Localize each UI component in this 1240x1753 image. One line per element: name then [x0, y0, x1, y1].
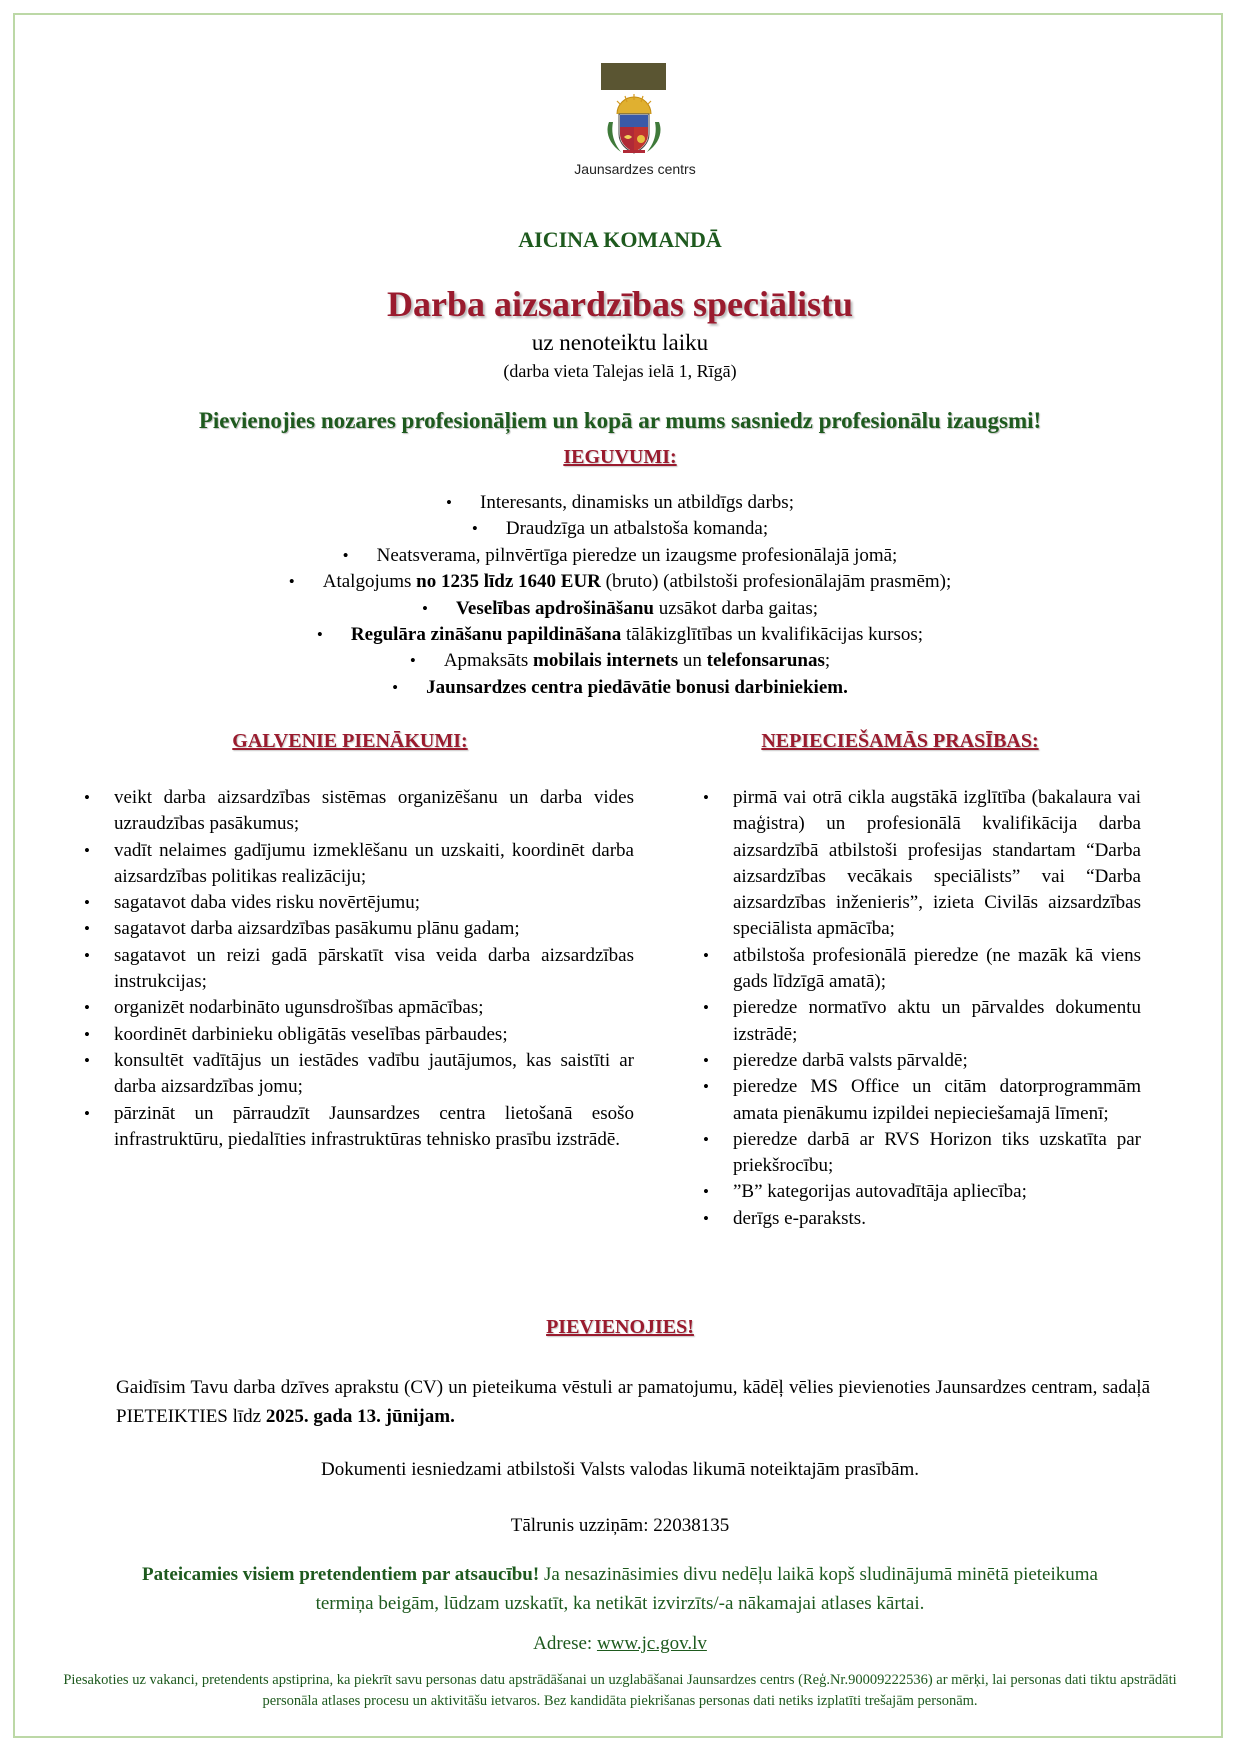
cv-instructions: Gaidīsim Tavu darba dzīves aprakstu (CV) un pieteikuma vēstuli ar pamatojumu, kādēļ vēlies pievienoties Jaunsardzes centram, sadaļā PIETEIKTIES līdz 2025. gada 13. jūnijam.	[116, 1377, 1150, 1427]
join-heading: PIEVIENOJIES!	[546, 1316, 694, 1338]
address-line: Adrese: www.jc.gov.lv	[533, 1633, 707, 1654]
employment-term: uz nenoteiktu laiku	[531, 330, 709, 355]
privacy-note: Piesakoties uz vakanci, pretendents apstiprina, ka piekrīt savu personas datu apstrādāšanai un uzglabāšanai Jaunsardzes centrs (Reģ.Nr.90009222536) ar mērķi, lai personas dati tiktu apstrādāti personāla atlases procesu un aktivitāšu ietvaros. Bez kandidāta piekrišanas personas dati netiks izplatīti trešajām personām.	[63, 1672, 1177, 1709]
requirements-heading: NEPIECIEŠAMĀS PRASĪBAS:	[761, 730, 1039, 752]
application-deadline: 2025. gada 13. jūnijam.	[265, 1406, 455, 1427]
benefit-item: • Apmaksāts mobilais internets un telefonsarunas;	[0, 648, 1240, 674]
invite-heading: AICINA KOMANDĀ	[518, 227, 722, 252]
duty-item: • veikt darba aizsardzības sistēmas organizēšanu un darba vides uzraudzības pasākumus;	[114, 785, 634, 838]
duty-item: • pārzināt un pārraudzīt Jaunsardzes centra lietošanā esošo infrastruktūru, piedalīties infrastruktūras tehnisko prasību izstrādē.	[114, 1101, 634, 1154]
documents-note: Dokumenti iesniedzami atbilstoši Valsts valodas likumā noteiktajām prasībām.	[320, 1459, 920, 1480]
benefit-item: • Interesants, dinamisks un atbildīgs darbs;	[0, 490, 1240, 516]
website-link[interactable]: www.jc.gov.lv	[596, 1633, 707, 1654]
benefits-heading: IEGUVUMI:	[563, 446, 677, 468]
benefits-list	[0, 490, 1240, 701]
slogan: Pievienojies nozares profesionāļiem un kopā ar mums sasniedz profesionālu izaugsmi!	[198, 408, 1042, 433]
logo-bar	[601, 63, 666, 90]
duties-list	[114, 785, 634, 1153]
duty-item: • konsultēt vadītājus un iestādes vadību jautājumos, kas saistīti ar darba aizsardzības jomu;	[114, 1048, 634, 1101]
duty-item: • organizēt nodarbināto ugunsdrošības apmācības;	[114, 995, 634, 1021]
benefit-item: • Atalgojums no 1235 līdz 1640 EUR (bruto) (atbilstoši profesionālajām prasmēm);	[0, 569, 1240, 595]
duty-item: • vadīt nelaimes gadījumu izmeklēšanu un uzskaiti, koordinēt darba aizsardzības politikas realizāciju;	[114, 838, 634, 891]
job-title: Darba aizsardzības speciālistu	[386, 284, 853, 324]
duty-item: • sagatavot darba aizsardzības pasākumu plānu gadam;	[114, 916, 634, 942]
work-location: (darba vieta Talejas ielā 1, Rīgā)	[503, 361, 737, 381]
requirement-item: • ”B” kategorijas autovadītāja apliecība;	[733, 1179, 1141, 1205]
duties-heading: GALVENIE PIENĀKUMI:	[232, 730, 468, 752]
requirements-list	[733, 785, 1141, 1232]
requirement-item: • pirmā vai otrā cikla augstākā izglītība (bakalaura vai maģistra) un profesionālā kvalifikācija darba aizsardzībā atbilstoši profesijas standartam “Darba aizsardzības vecākais speciālists” vai “Darba aizsardzības inženieris”, izieta Civilās aizsardzības speciālista apmācība;	[733, 785, 1141, 943]
benefit-item: • Regulāra zināšanu papildināšana tālākizglītības un kvalifikācijas kursos;	[0, 622, 1240, 648]
benefit-item: • Draudzīga un atbalstoša komanda;	[0, 516, 1240, 542]
duty-item: • sagatavot un reizi gadā pārskatīt visa veida darba aizsardzības instrukcijas;	[114, 943, 634, 996]
requirement-item: • derīgs e-paraksts.	[733, 1206, 1141, 1232]
duty-item: • sagatavot daba vides risku novērtējumu;	[114, 890, 634, 916]
latvia-coat-of-arms-icon	[603, 92, 665, 156]
requirement-item: • pieredze darbā ar RVS Horizon tiks uzskatīta par priekšrocību;	[733, 1127, 1141, 1180]
requirement-item: • pieredze normatīvo aktu un pārvaldes dokumentu izstrādē;	[733, 995, 1141, 1048]
benefit-item: • Veselības apdrošināšanu uzsākot darba gaitas;	[0, 596, 1240, 622]
benefit-item: • Jaunsardzes centra piedāvātie bonusi darbiniekiem.	[0, 675, 1240, 701]
org-name: Jaunsardzes centrs	[574, 161, 696, 177]
thanks-note: Pateicamies visiem pretendentiem par atsaucību! Ja nesazināsimies divu nedēļu laikā kopš sludinājumā minētā pieteikuma termiņa beigām, lūdzam uzskatīt, ka netikāt izvirzīts/-a nākamajai atlases kārtai.	[142, 1564, 1098, 1614]
requirement-item: • pieredze MS Office un citām datorprogrammām amata pienākumu izpildei nepieciešamajā līmenī;	[733, 1074, 1141, 1127]
phone-info: Tālrunis uzziņām: 22038135	[510, 1515, 730, 1536]
requirement-item: • atbilstoša profesionālā pieredze (ne mazāk kā viens gads līdzīgā amatā);	[733, 943, 1141, 996]
benefit-item: • Neatsverama, pilnvērtīga pieredze un izaugsme profesionālajā jomā;	[0, 543, 1240, 569]
requirement-item: • pieredze darbā valsts pārvaldē;	[733, 1048, 1141, 1074]
duty-item: • koordinēt darbinieku obligātās veselības pārbaudes;	[114, 1022, 634, 1048]
